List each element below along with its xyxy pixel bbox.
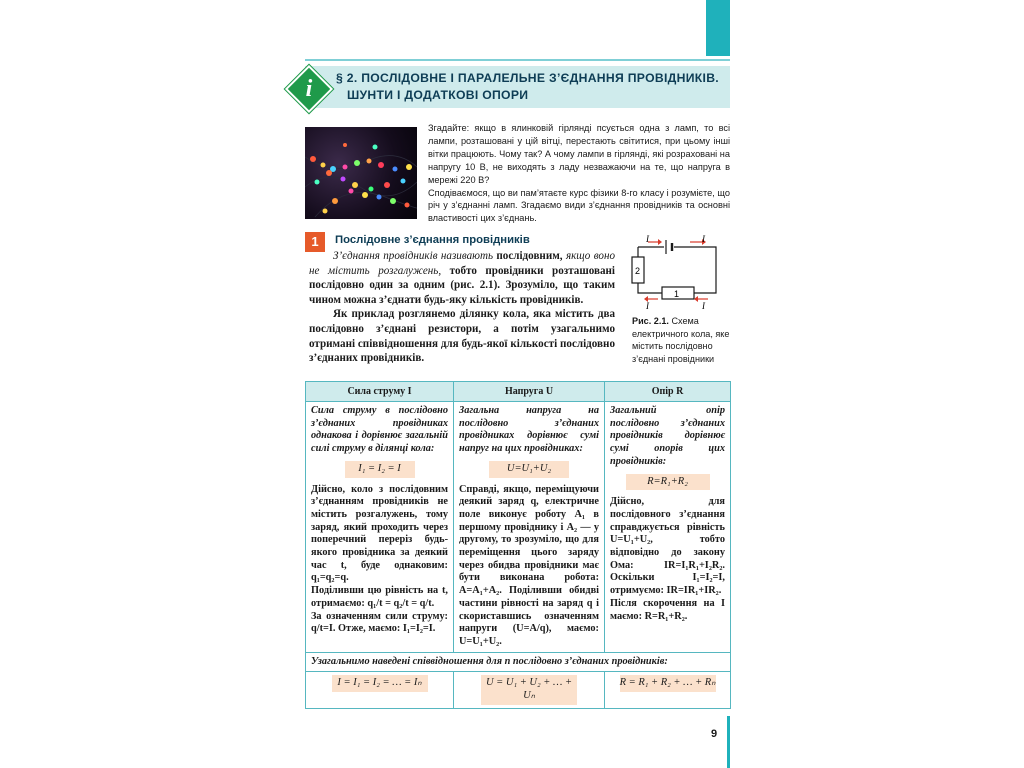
section-body	[309, 249, 615, 366]
page-edge-rule	[727, 716, 730, 768]
circuit-diagram	[628, 233, 726, 311]
top-rule	[305, 59, 730, 61]
title-line-1: § 2. ПОСЛІДОВНЕ І ПАРАЛЕЛЬНЕ З’ЄДНАННЯ ПРОВІДНИКІВ.	[336, 71, 719, 85]
header-voltage: Напруга U	[454, 382, 605, 402]
current-label-3: I	[646, 301, 649, 311]
intro-paragraph-2: Сподіваємося, що ви пам’ятаєте курс фізики 8-го класу і розумієте, що річ у з’єднанні ламп. Згадаємо види з’єднання провідників та основні властивості цих з’єднань.	[428, 187, 730, 224]
current-label-2: I	[702, 234, 705, 244]
definition-italic: З’єднання провідників називають	[333, 250, 493, 262]
table-row-final	[306, 672, 731, 708]
header-current: Сила струму I	[306, 382, 454, 402]
page-edge-tab	[706, 0, 730, 56]
info-icon-glyph: i	[305, 76, 313, 102]
page-title	[336, 70, 728, 104]
final-formula-voltage: U = U₁ + U₂ + … + Uₙ	[481, 675, 577, 704]
header-resistance: Опір R	[605, 382, 731, 402]
table-header-row	[306, 382, 731, 402]
resistor-1-label: 1	[674, 289, 680, 299]
current-text-2: Поділивши цю рівність на t, отримаємо: q₁/t = q₂/t = q/t.	[311, 585, 448, 609]
definition-italic-2: якщо воно не містить розгалужень,	[309, 250, 615, 277]
final-formula-resistance: R = R₁ + R₂ + … + Rₙ	[620, 675, 716, 692]
general-statement: Узагальнимо наведені співвідношення для n послідовно з’єднаних провідників:	[306, 652, 731, 672]
current-formula: I₁ = I₂ = I	[345, 461, 415, 478]
current-label-4: I	[702, 301, 705, 311]
figure-caption-text: Схема електричного кола, яке містить послідовно з’єднані провідники	[632, 316, 730, 364]
figure-caption	[632, 315, 732, 365]
resistance-statement: Загальний опір послідовно з’єднаних провідників дорівнює сумі опорів цих провідників:	[610, 405, 725, 467]
resistance-text-2: Після скорочення на I маємо: R=R₁+R₂.	[610, 597, 725, 622]
current-statement: Сила струму в послідовно з’єднаних провідниках однакова і дорівнює загальній силі струму в ділянці кола:	[311, 405, 448, 455]
final-formula-current: I = I₁ = I₂ = … = Iₙ	[332, 675, 428, 692]
resistance-text-1: Дійсно, для послідовного з’єднання справджується рівність U=U₁+U₂, тобто відповідно до закону Ома: IR=I₁R₁+I₂R₂. Оскільки I₁=I₂=I, отримуємо: IR=IR₁+IR₂.	[610, 496, 725, 597]
intro-paragraph-1: Згадайте: якщо в ялинковій гірлянді псується одна з ламп, то всі лампи, розташовані у цій вітці, перестають світитися, при цьому інші вітки працюють. Чому так? А чому лампи в гірлянді, які розраховані на напругу 10 В, не виходять з ладу незважаючи на те, що напруга в мережі 220 В?	[428, 123, 730, 185]
section-paragraph-1	[309, 249, 615, 307]
section-paragraph-2: Як приклад розглянемо ділянку кола, яка містить два послідовно з’єднані резистори, а потім узагальнимо отримані співвідношення для будь-якої кількості послідовно з’єднаних провідників.	[309, 308, 615, 365]
table-row-general	[306, 652, 731, 672]
cell-current	[306, 402, 454, 653]
resistance-formula: R=R₁+R₂	[626, 474, 710, 491]
title-line-2: ШУНТИ І ДОДАТКОВІ ОПОРИ	[347, 88, 529, 102]
page-number: 9	[711, 728, 718, 740]
resistor-2-label: 2	[635, 266, 641, 276]
section-number: 1	[305, 232, 325, 252]
voltage-statement: Загальна напруга на послідовно з’єднаних провідниках дорівнює сумі напруг на цих провідниках:	[459, 405, 599, 455]
cell-resistance	[605, 402, 731, 653]
voltage-formula: U=U₁+U₂	[489, 461, 569, 478]
cell-voltage	[454, 402, 605, 653]
definition-rest: тобто провідники розташовані послідовно один за одним (рис. 2.1). Зрозуміло, що таким чином можна з’єднати будь-яку кількість провідників.	[309, 264, 615, 306]
definition-bold: послідовним,	[496, 250, 563, 262]
current-label-1: I	[646, 234, 649, 244]
relations-table	[305, 381, 730, 710]
intro-text	[428, 122, 730, 225]
section-title: Послідовне з’єднання провідників	[335, 234, 530, 246]
table-row	[306, 402, 731, 653]
voltage-text-1: Справді, якщо, переміщуючи деякий заряд q, електричне поле виконує роботу A₁ в першому провіднику і A₂ — у другому, то зрозуміло, що для переміщення цього заряду через обидва провідники має бути виконана робота: A=A₁+A₂. Поділивши обидві частини рівності на заряд q і скориставшись означенням напруги (U=A/q), маємо: U=U₁+U₂.	[459, 483, 599, 647]
figure-caption-label: Рис. 2.1.	[632, 316, 669, 326]
current-text-3: За означенням сили струму: q/t=I. Отже, маємо: I₁=I₂=I.	[311, 610, 448, 635]
garland-photo	[305, 127, 417, 219]
current-text-1: Дійсно, коло з послідовним з’єднанням провідників не містить розгалужень, тому заряд, який проходить через поперечний переріз будь-якого провідника за деякий час t, буде однаковим: q₁=q₂=q.	[311, 483, 448, 584]
